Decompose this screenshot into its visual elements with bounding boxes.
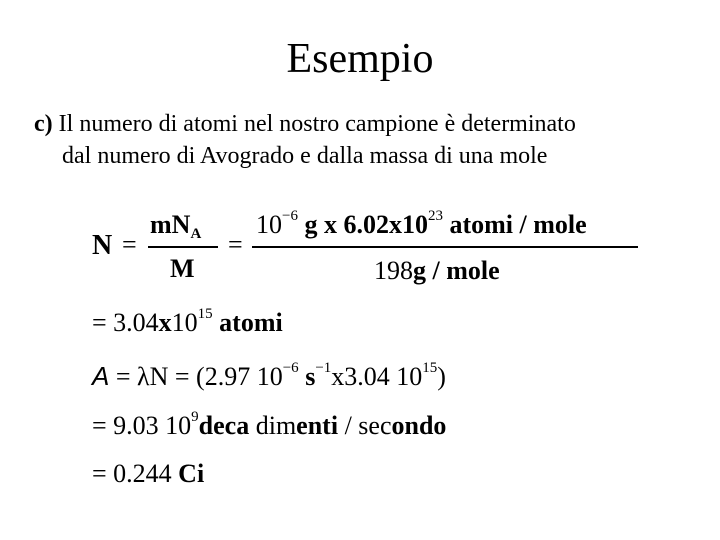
intro-line-2: dal numero di Avogrado e dalla massa di una mole: [62, 143, 548, 169]
eq1-denominator-a: M: [170, 254, 195, 283]
eq1-equals-2: =: [228, 230, 243, 259]
equation-2: = $3.04x10^{15}$ atomi: [92, 306, 283, 337]
part-label: c): [34, 111, 53, 137]
intro-text: [34, 108, 694, 172]
equation-3: A = λN = (2.97 $10^{-6}$ $s^{-1}x3.04$ $10^{15}$): [92, 360, 446, 391]
eq1-equals-1: =: [122, 230, 137, 259]
equation-4: = 9.03 $10^9deca$ dimenti / secondo: [92, 409, 447, 440]
equation-5: = 0.244 Ci: [92, 459, 205, 488]
eq1-denominator-b: 198g / mole: [374, 256, 500, 285]
eq1-fraction-line-b: [252, 246, 638, 248]
eq1-numerator-a: $mN_A$: [150, 210, 202, 242]
eq1-fraction-line-a: [148, 246, 218, 248]
eq1-numerator-b: $10^{-6}$ g x $6.02x10^{23}$ atomi / mole: [256, 208, 587, 239]
intro-line-1: Il numero di atomi nel nostro campione è determinato: [58, 111, 576, 137]
eq1-lhs: N: [92, 230, 113, 261]
slide-title: Esempio: [286, 36, 434, 82]
